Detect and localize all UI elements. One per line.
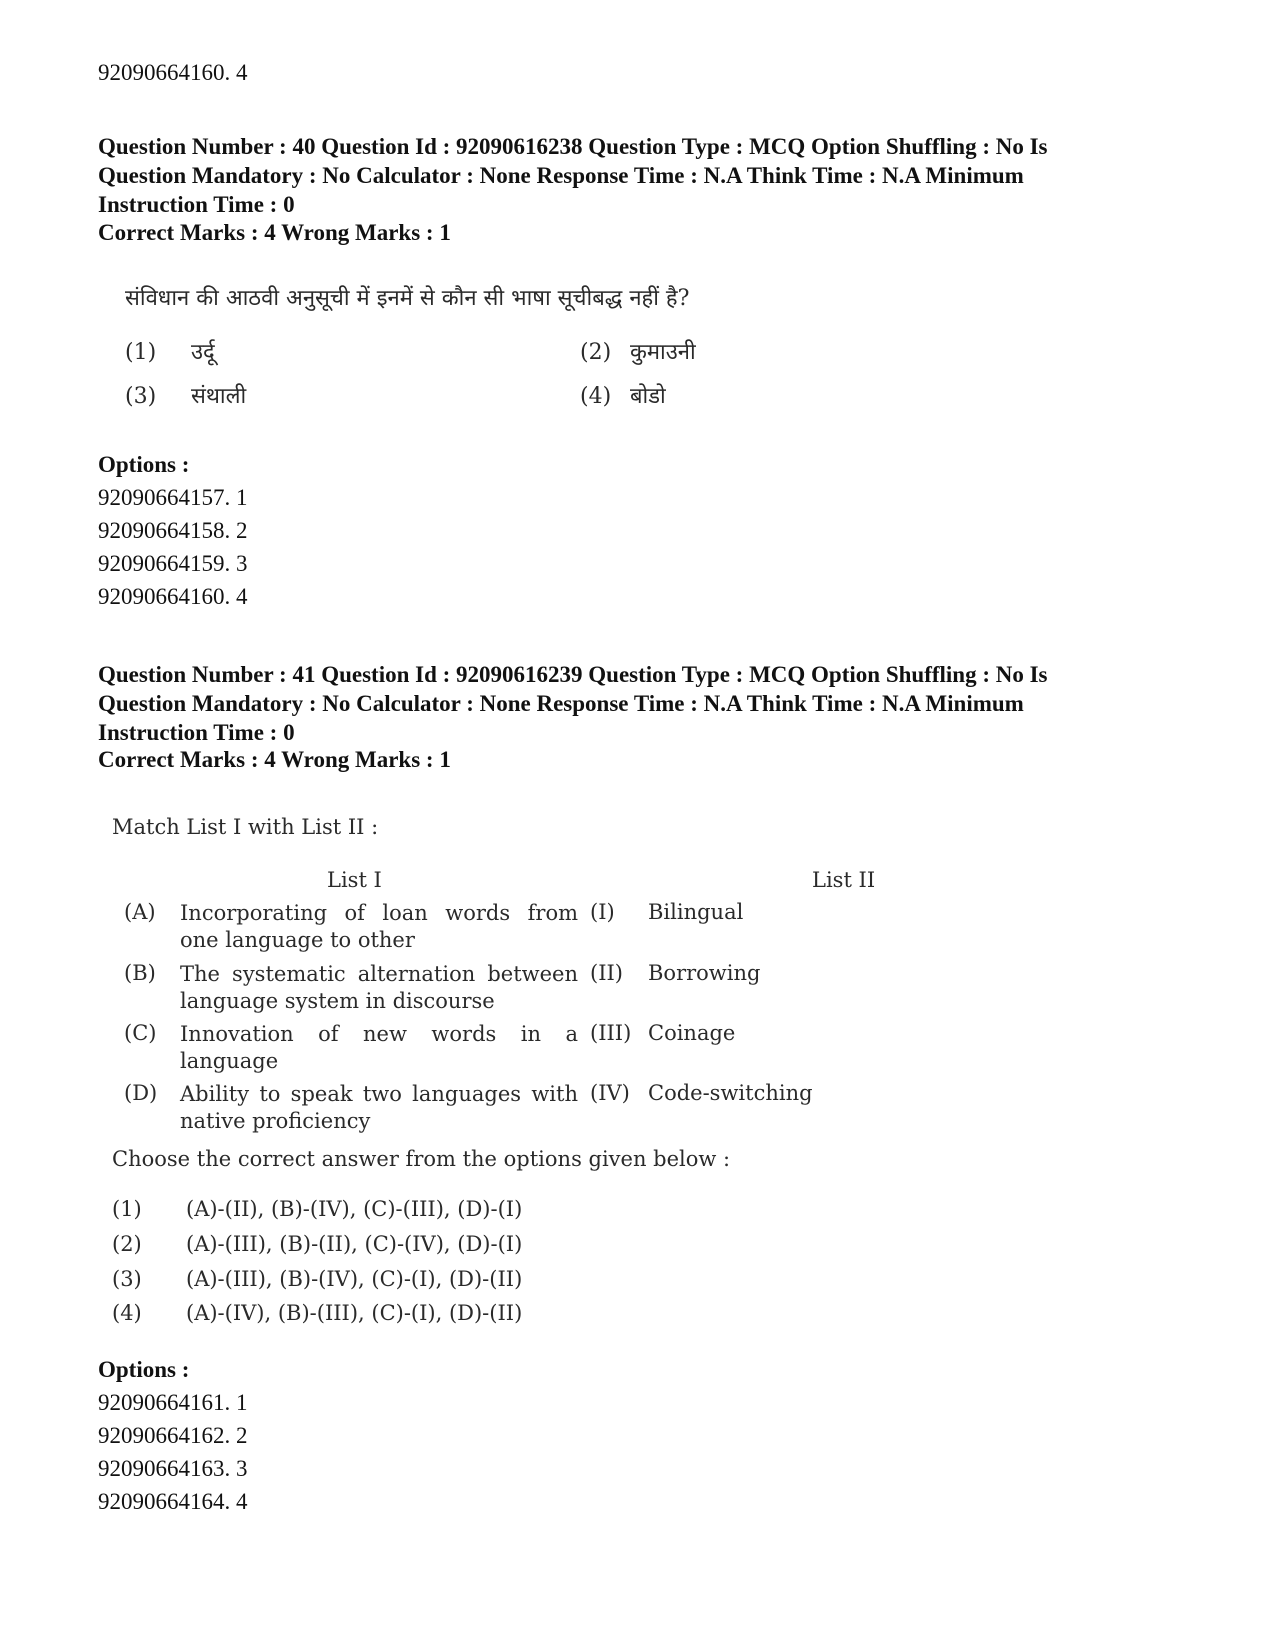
match-instruction: Match List I with List II : <box>112 815 379 839</box>
option-line: 92090664159. 3 <box>98 551 248 576</box>
row-label: (B) <box>124 961 156 985</box>
choice-number: (2) <box>580 340 612 365</box>
option-line: 92090664158. 2 <box>98 518 248 543</box>
question-40-stem <box>125 284 825 314</box>
question-41-marks: Correct Marks : 4 Wrong Marks : 1 <box>98 747 451 772</box>
meta-line: Question Mandatory : No Calculator : None Response Time : N.A Think Time : N.A Minimum <box>98 691 1024 716</box>
choice-number: (4) <box>580 384 612 409</box>
question-40-options <box>98 448 248 613</box>
choice-item <box>125 338 215 368</box>
answer-choice <box>112 1229 522 1259</box>
question-41-meta <box>98 660 1048 747</box>
choice-item <box>580 338 696 368</box>
row-label: (C) <box>124 1021 157 1045</box>
option-line: 92090664160. 4 <box>98 584 248 609</box>
list-1-heading: List I <box>327 868 382 892</box>
options-label: Options : <box>98 452 190 477</box>
answer-number: (4) <box>112 1301 142 1325</box>
question-stem: संविधान की आठवी अनुसूची में इनमें से कौन सी भाषा सूचीबद्ध नहीं है? <box>125 286 690 311</box>
choice-text: कुमाउनी <box>630 340 696 365</box>
choice-text: बोडो <box>630 384 666 409</box>
list-2-heading: List II <box>812 868 876 892</box>
answer-choice <box>112 1298 522 1328</box>
row-text: Ability to speak two languages with native proficiency <box>180 1082 578 1133</box>
row-label: (A) <box>124 900 156 924</box>
row-text: The systematic alternation between language system in discourse <box>180 962 578 1013</box>
row-text: Incorporating of loan words from one language to other <box>180 901 578 952</box>
option-line: 92090664157. 1 <box>98 485 248 510</box>
options-label: Options : <box>98 1357 190 1382</box>
question-41-options <box>98 1353 248 1518</box>
choice-number: (1) <box>125 340 157 365</box>
meta-line: Instruction Time : 0 <box>98 720 295 745</box>
row-match-label: (IV) <box>590 1081 630 1105</box>
answer-number: (3) <box>112 1267 142 1291</box>
option-line: 92090664161. 1 <box>98 1390 248 1415</box>
row-match-text: Code-switching <box>648 1081 813 1105</box>
answer-text: (A)-(III), (B)-(IV), (C)-(I), (D)-(II) <box>186 1267 523 1291</box>
question-40-marks: Correct Marks : 4 Wrong Marks : 1 <box>98 220 451 245</box>
previous-option-line: 92090664160. 4 <box>98 60 248 85</box>
meta-line: Question Number : 41 Question Id : 92090616239 Question Type : MCQ Option Shuffling : No Is <box>98 662 1048 687</box>
choice-item <box>580 382 666 412</box>
row-label: (D) <box>124 1081 158 1105</box>
row-match-text: Borrowing <box>648 961 761 985</box>
row-match-label: (I) <box>590 900 615 924</box>
choose-instruction: Choose the correct answer from the options given below : <box>112 1147 731 1171</box>
choice-item <box>125 382 246 412</box>
answer-number: (2) <box>112 1232 142 1256</box>
answer-number: (1) <box>112 1197 142 1221</box>
option-line: 92090664164. 4 <box>98 1489 248 1514</box>
option-line: 92090664162. 2 <box>98 1423 248 1448</box>
answer-choice <box>112 1264 522 1294</box>
row-match-label: (III) <box>590 1021 632 1045</box>
answer-choice <box>112 1194 522 1224</box>
meta-line: Question Number : 40 Question Id : 92090616238 Question Type : MCQ Option Shuffling : No Is <box>98 134 1048 159</box>
choice-number: (3) <box>125 384 157 409</box>
choice-text: संथाली <box>191 384 247 409</box>
option-line: 92090664163. 3 <box>98 1456 248 1481</box>
meta-line: Instruction Time : 0 <box>98 192 295 217</box>
row-match-text: Bilingual <box>648 900 744 924</box>
answer-text: (A)-(IV), (B)-(III), (C)-(I), (D)-(II) <box>186 1301 523 1325</box>
row-text: Innovation of new words in a language <box>180 1022 578 1073</box>
meta-line: Question Mandatory : No Calculator : None Response Time : N.A Think Time : N.A Minimum <box>98 163 1024 188</box>
answer-text: (A)-(II), (B)-(IV), (C)-(III), (D)-(I) <box>186 1197 523 1221</box>
question-40-meta <box>98 132 1048 219</box>
answer-text: (A)-(III), (B)-(II), (C)-(IV), (D)-(I) <box>186 1232 523 1256</box>
row-match-text: Coinage <box>648 1021 736 1045</box>
choice-text: उर्दू <box>191 340 215 365</box>
question-41-match-block <box>112 812 912 1352</box>
row-match-label: (II) <box>590 961 623 985</box>
